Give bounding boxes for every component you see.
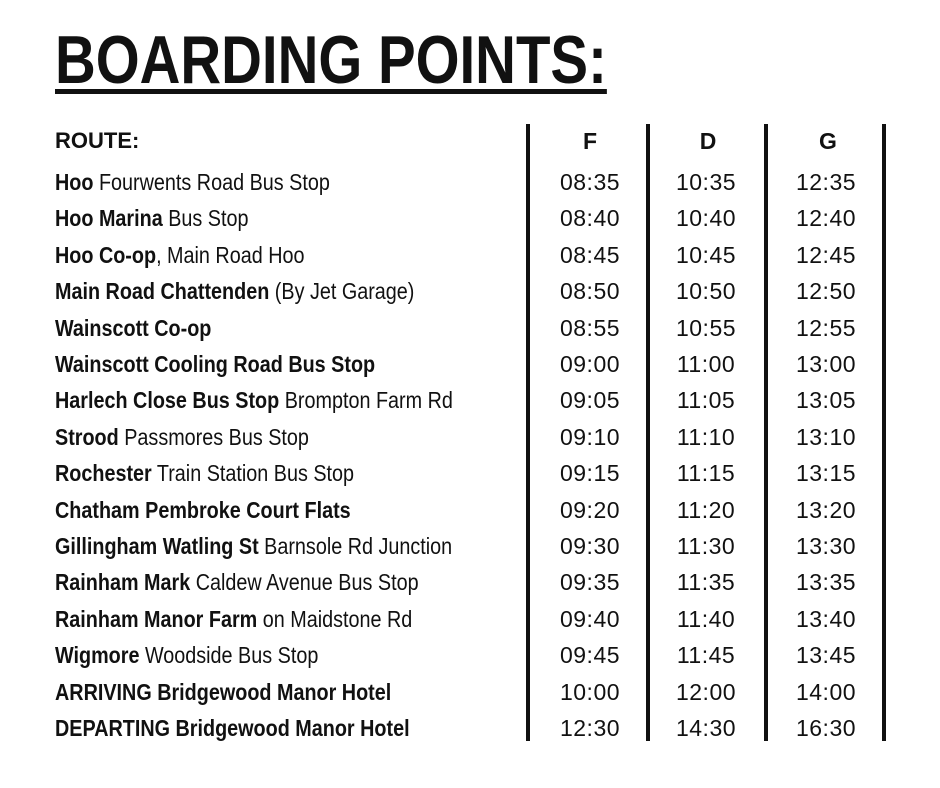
time-f: 08:50 (559, 278, 621, 305)
time-d: 11:45 (676, 642, 736, 669)
boarding-point (55, 564, 419, 600)
route-header: ROUTE: (55, 128, 140, 153)
boarding-point-detail: Brompton Farm Rd (279, 387, 453, 414)
boarding-point-detail: on Maidstone Rd (257, 605, 413, 632)
time-d: 11:40 (676, 605, 736, 632)
boarding-point (55, 382, 453, 418)
page-title: BOARDING POINTS: (55, 22, 607, 98)
time-g: 13:05 (795, 387, 857, 414)
table-row (0, 200, 940, 236)
boarding-point-detail: Bus Stop (162, 205, 249, 232)
boarding-point (55, 237, 304, 273)
table-row (0, 346, 940, 382)
boarding-point (55, 492, 351, 528)
boarding-point (55, 273, 414, 309)
boarding-point-name: Harlech Close Bus Stop (55, 387, 280, 414)
table-row (0, 601, 940, 637)
time-d: 10:55 (675, 314, 737, 341)
time-f: 09:05 (559, 387, 621, 414)
boarding-point-detail: Caldew Avenue Bus Stop (190, 569, 419, 596)
boarding-point-name: Main Road Chattenden (55, 278, 270, 305)
time-g: 12:45 (795, 241, 857, 268)
time-d: 11:20 (676, 496, 736, 523)
table-row (0, 710, 940, 746)
time-g: 16:30 (795, 715, 857, 741)
boarding-point (55, 455, 354, 491)
time-d: 11:30 (676, 533, 736, 559)
boarding-point-detail: Barnsole Rd Junction (258, 533, 453, 559)
time-g: 13:15 (795, 460, 857, 487)
time-f: 09:20 (559, 496, 621, 523)
table-row (0, 310, 940, 346)
boarding-point (55, 346, 375, 382)
time-g: 12:50 (795, 278, 857, 305)
time-g: 13:45 (795, 642, 857, 669)
time-f: 09:30 (559, 533, 621, 559)
table-row (0, 164, 940, 200)
boarding-point-name: Gillingham Watling St (55, 533, 259, 559)
time-d: 10:45 (675, 241, 737, 268)
time-g: 13:10 (795, 423, 857, 450)
boarding-point-name: ARRIVING Bridgewood Manor Hotel (55, 678, 392, 705)
boarding-point (55, 601, 412, 637)
time-f: 09:15 (559, 460, 621, 487)
boarding-point-name: Chatham Pembroke Court Flats (55, 496, 351, 523)
boarding-point-name: Wainscott Cooling Road Bus Stop (55, 351, 376, 377)
time-f: 08:40 (559, 205, 621, 232)
time-f: 12:30 (559, 715, 621, 741)
boarding-point-name: Hoo (55, 169, 94, 195)
boarding-point-name: Hoo Marina (55, 205, 163, 232)
boarding-point (55, 310, 211, 346)
time-g: 13:30 (795, 533, 857, 559)
boarding-point-name: Rainham Mark (55, 569, 191, 596)
column-header-f: F (582, 128, 598, 154)
boarding-point-name: Hoo Co-op (55, 241, 157, 268)
time-g: 12:40 (795, 205, 857, 232)
table-row (0, 674, 940, 710)
time-d: 11:35 (676, 569, 736, 596)
time-d: 11:10 (676, 423, 736, 450)
time-f: 09:45 (559, 642, 621, 669)
time-d: 10:35 (675, 169, 737, 195)
time-d: 11:15 (676, 460, 736, 487)
time-f: 08:55 (559, 314, 621, 341)
table-row (0, 382, 940, 418)
time-f: 09:40 (559, 605, 621, 632)
time-g: 13:00 (795, 351, 857, 377)
time-f: 08:45 (559, 241, 621, 268)
boarding-point (55, 200, 248, 236)
time-d: 12:00 (675, 678, 737, 705)
time-d: 10:40 (675, 205, 737, 232)
table-row (0, 273, 940, 309)
table-row (0, 637, 940, 673)
table-row (0, 419, 940, 455)
boarding-point-name: Wigmore (55, 642, 140, 669)
column-header-g: G (819, 128, 837, 154)
boarding-point-detail: Train Station Bus Stop (151, 460, 355, 487)
boarding-point-detail: Woodside Bus Stop (139, 642, 319, 669)
boarding-point (55, 674, 391, 710)
boarding-point-detail: , Main Road Hoo (156, 241, 305, 268)
time-g: 13:40 (795, 605, 857, 632)
table-row (0, 492, 940, 528)
boarding-point-name: Strood (55, 423, 119, 450)
table-row (0, 564, 940, 600)
time-f: 08:35 (559, 169, 621, 195)
boarding-point (55, 419, 309, 455)
boarding-point-name: Rainham Manor Farm (55, 605, 258, 632)
time-d: 10:50 (675, 278, 737, 305)
boarding-point (55, 528, 452, 564)
boarding-point-name: Rochester (55, 460, 152, 487)
table-row (0, 455, 940, 491)
column-header-d: D (699, 128, 717, 154)
table-row (0, 528, 940, 564)
time-g: 14:00 (795, 678, 857, 705)
boarding-point-detail: Fourwents Road Bus Stop (93, 169, 330, 195)
boarding-point (55, 637, 318, 673)
time-f: 09:10 (559, 423, 621, 450)
boarding-point-name: DEPARTING Bridgewood Manor Hotel (55, 715, 410, 741)
boarding-point-name: Wainscott Co-op (55, 314, 212, 341)
time-d: 11:00 (676, 351, 736, 377)
boarding-point (55, 710, 410, 746)
time-g: 13:35 (795, 569, 857, 596)
boarding-point-detail: (By Jet Garage) (269, 278, 415, 305)
time-f: 09:35 (559, 569, 621, 596)
boarding-point (55, 164, 330, 200)
time-f: 09:00 (559, 351, 621, 377)
boarding-point-detail: Passmores Bus Stop (118, 423, 309, 450)
time-g: 12:55 (795, 314, 857, 341)
table-row (0, 237, 940, 273)
time-d: 11:05 (676, 387, 736, 414)
time-g: 12:35 (795, 169, 857, 195)
time-f: 10:00 (559, 678, 621, 705)
time-d: 14:30 (675, 715, 737, 741)
time-g: 13:20 (795, 496, 857, 523)
